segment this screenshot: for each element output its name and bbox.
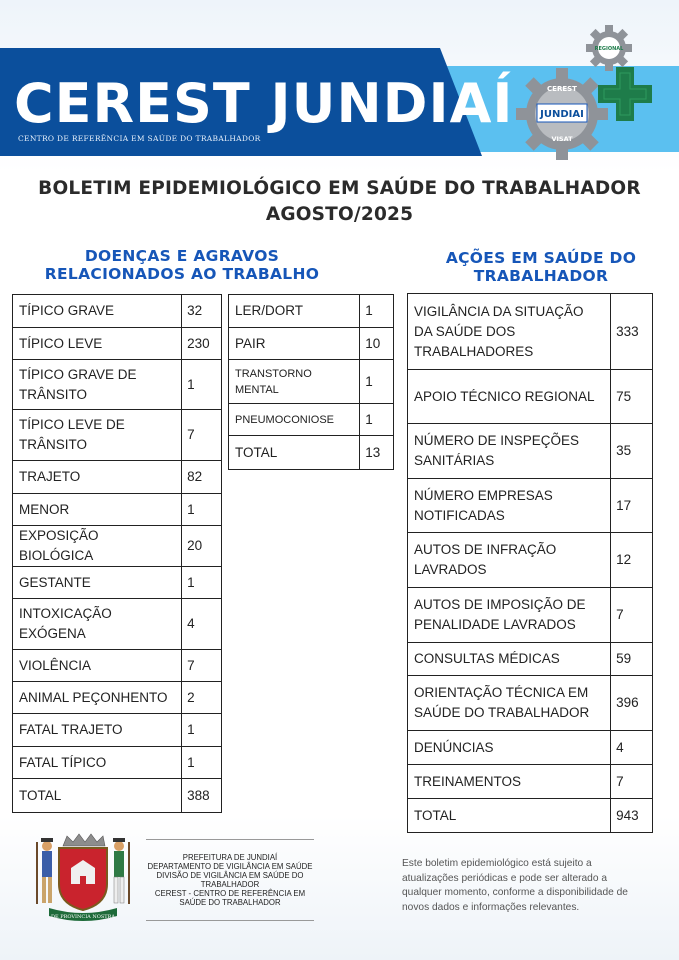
row-label: NÚMERO EMPRESAS NOTIFICADAS [408,479,611,533]
logo-bottom-text: VISAT [551,135,573,143]
table-row [229,295,394,328]
row-value: 17 [611,479,653,533]
organization-line: PREFEITURA DE JUNDIAÍ [182,853,278,862]
disclaimer-note: Este boletim epidemiológico está sujeito a atualizações periódicas e pode ser alterado a qualquer momento, conforme a disponibilidade de novos dados e informações relevantes. [402,858,628,913]
footer-divider-bottom [146,920,314,921]
organization-block [146,853,314,907]
row-value: 12 [611,533,653,588]
row-value: 388 [182,779,222,813]
table-row [13,567,222,599]
row-value: 7 [182,650,222,682]
table-row [408,676,653,731]
table-row [408,370,653,424]
row-value: 1 [360,404,394,436]
table-row [229,360,394,404]
table-row [13,779,222,813]
regional-text: REGIONAL [594,46,624,52]
table-row [229,328,394,360]
organization-line: CEREST - CENTRO DE REFERÊNCIA EM [154,889,306,898]
section-actions-line1: AÇÕES EM SAÚDE DO [445,249,637,267]
section-actions-line2: TRABALHADOR [473,267,609,285]
diseases-table-2 [228,294,394,470]
section-actions-title [398,249,679,285]
row-value: 1 [182,747,222,779]
row-value: 7 [611,765,653,799]
bulletin-period: AGOSTO/2025 [265,204,414,225]
row-value: 396 [611,676,653,731]
section-diseases-title [14,247,350,283]
row-value: 230 [182,328,222,360]
row-label: TOTAL [13,779,182,813]
section-diseases-line2: RELACIONADOS AO TRABALHO [44,265,320,283]
regional-gear-icon [585,24,633,72]
logo-top-text: CEREST [547,85,577,93]
table-row [13,461,222,494]
row-label: ANIMAL PEÇONHENTO [13,682,182,714]
table-row [13,526,222,567]
table-row [408,479,653,533]
logo-center-text: JUNDIAI [540,109,584,120]
row-label: TÍPICO GRAVE DE TRÂNSITO [13,360,182,410]
table-row [13,714,222,747]
row-value: 7 [611,588,653,643]
row-value: 20 [182,526,222,567]
table-row [408,643,653,676]
row-label: TÍPICO LEVE [13,328,182,360]
organization-line: SAÚDE DO TRABALHADOR [179,898,281,907]
row-value: 7 [182,410,222,461]
page-subtitle: CENTRO DE REFERÊNCIA EM SAÚDE DO TRABALHADOR [18,134,261,143]
row-value: 59 [611,643,653,676]
row-label: TÍPICO GRAVE [13,295,182,328]
table-row [408,731,653,765]
row-value: 333 [611,294,653,370]
organization-line: TRABALHADOR [200,880,260,889]
organization-line: DEPARTAMENTO DE VIGILÂNCIA EM SAÚDE [147,862,313,871]
cerest-gear-logo-icon [516,68,608,160]
table-row [13,650,222,682]
table-row [408,294,653,370]
row-label: TÍPICO LEVE DE TRÂNSITO [13,410,182,461]
row-value: 2 [182,682,222,714]
section-diseases-line1: DOENÇAS E AGRAVOS [84,247,280,265]
diseases-table [12,294,222,813]
row-value: 1 [182,714,222,747]
table-row [229,436,394,470]
row-label: ORIENTAÇÃO TÉCNICA EM SAÚDE DO TRABALHADOR [408,676,611,731]
row-label: TRANSTORNO MENTAL [229,360,360,404]
table-row [408,799,653,833]
row-label: TOTAL [229,436,360,470]
table-row [13,328,222,360]
crest-motto: DE PROVINCIA NOSTRA [51,914,115,920]
row-label: TOTAL [408,799,611,833]
row-label: PNEUMOCONIOSE [229,404,360,436]
row-value: 75 [611,370,653,424]
row-value: 943 [611,799,653,833]
footer-divider-top [146,839,314,840]
row-label: TREINAMENTOS [408,765,611,799]
row-value: 1 [182,360,222,410]
row-label: DENÚNCIAS [408,731,611,765]
row-label: TRAJETO [13,461,182,494]
row-value: 1 [182,494,222,526]
row-label: CONSULTAS MÉDICAS [408,643,611,676]
table-row [408,424,653,479]
row-value: 35 [611,424,653,479]
row-label: AUTOS DE INFRAÇÃO LAVRADOS [408,533,611,588]
row-label: VIGILÂNCIA DA SITUAÇÃO DA SAÚDE DOS TRABALHADORES [408,294,611,370]
table-row [13,682,222,714]
row-label: APOIO TÉCNICO REGIONAL [408,370,611,424]
row-label: PAIR [229,328,360,360]
row-label: VIOLÊNCIA [13,650,182,682]
row-value: 4 [611,731,653,765]
table-row [13,599,222,650]
table-row [408,588,653,643]
table-row [408,765,653,799]
table-row [408,533,653,588]
row-value: 1 [360,295,394,328]
table-row [229,404,394,436]
table-row [13,410,222,461]
table-row [13,494,222,526]
table-row [13,360,222,410]
row-label: INTOXICAÇÃO EXÓGENA [13,599,182,650]
row-label: FATAL TRAJETO [13,714,182,747]
row-label: LER/DORT [229,295,360,328]
table-row [13,295,222,328]
organization-line: DIVISÃO DE VIGILÂNCIA EM SAÚDE DO [156,871,304,880]
row-value: 32 [182,295,222,328]
row-label: AUTOS DE IMPOSIÇÃO DE PENALIDADE LAVRADOS [408,588,611,643]
row-value: 13 [360,436,394,470]
table-row [13,747,222,779]
actions-table [407,293,653,833]
row-label: FATAL TÍPICO [13,747,182,779]
bulletin-title: BOLETIM EPIDEMIOLÓGICO EM SAÚDE DO TRABALHADOR [38,178,641,199]
row-value: 4 [182,599,222,650]
row-value: 1 [360,360,394,404]
row-value: 10 [360,328,394,360]
row-label: GESTANTE [13,567,182,599]
health-cross-icon [598,67,652,121]
row-label: NÚMERO DE INSPEÇÕES SANITÁRIAS [408,424,611,479]
page-title: CEREST JUNDIAÍ [14,72,514,135]
row-value: 82 [182,461,222,494]
row-label: MENOR [13,494,182,526]
row-label: EXPOSIÇÃO BIOLÓGICA [13,526,182,567]
row-value: 1 [182,567,222,599]
jundiai-coat-of-arms-icon [33,832,133,924]
